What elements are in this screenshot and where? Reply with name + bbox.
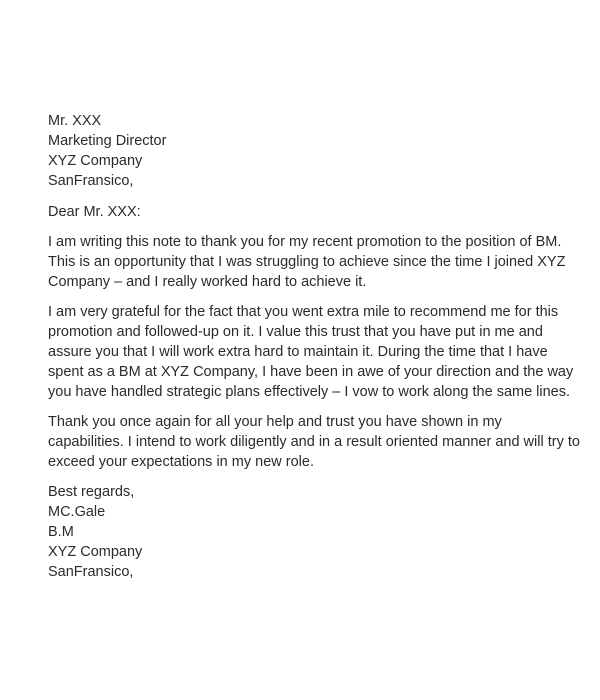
recipient-company: XYZ Company [48, 153, 143, 169]
signature-block [48, 482, 568, 582]
paragraph-line: capabilities. I intend to work diligently and in a result oriented manner and will try to [48, 434, 580, 450]
recipient-name: Mr. XXX [48, 113, 102, 129]
letter-body [48, 111, 580, 582]
paragraph-line: spent as a BM at XYZ Company, I have been in awe of your direction and the way [48, 364, 574, 380]
paragraph-2 [48, 302, 574, 402]
paragraph-1 [48, 232, 568, 292]
paragraph-line: Company – and I really worked hard to achieve it. [48, 274, 367, 290]
recipient-address-block [48, 111, 568, 191]
salutation [48, 202, 568, 222]
sender-title: B.M [48, 524, 74, 540]
sender-city: SanFransico, [48, 564, 134, 580]
recipient-title: Marketing Director [48, 133, 167, 149]
closing-text: Best regards, [48, 484, 135, 500]
paragraph-line: I am very grateful for the fact that you went extra mile to recommend me for this [48, 304, 559, 320]
sender-name: MC.Gale [48, 504, 106, 520]
recipient-city: SanFransico, [48, 173, 134, 189]
paragraph-line: I am writing this note to thank you for my recent promotion to the position of BM. [48, 234, 562, 250]
salutation-text: Dear Mr. XXX: [48, 204, 141, 220]
paragraph-line: you have handled strategic plans effectively – I vow to work along the same lines. [48, 384, 571, 400]
paragraph-line: promotion and followed-up on it. I value this trust that you have put in me and [48, 324, 543, 340]
paragraph-line: exceed your expectations in my new role. [48, 454, 314, 470]
paragraph-line: assure you that I will work extra hard to maintain it. During the time that I have [48, 344, 548, 360]
paragraph-line: Thank you once again for all your help and trust you have shown in my [48, 414, 502, 430]
paragraph-3 [48, 412, 580, 472]
sender-company: XYZ Company [48, 544, 143, 560]
paragraph-line: This is an opportunity that I was struggling to achieve since the time I joined XYZ [48, 254, 566, 270]
